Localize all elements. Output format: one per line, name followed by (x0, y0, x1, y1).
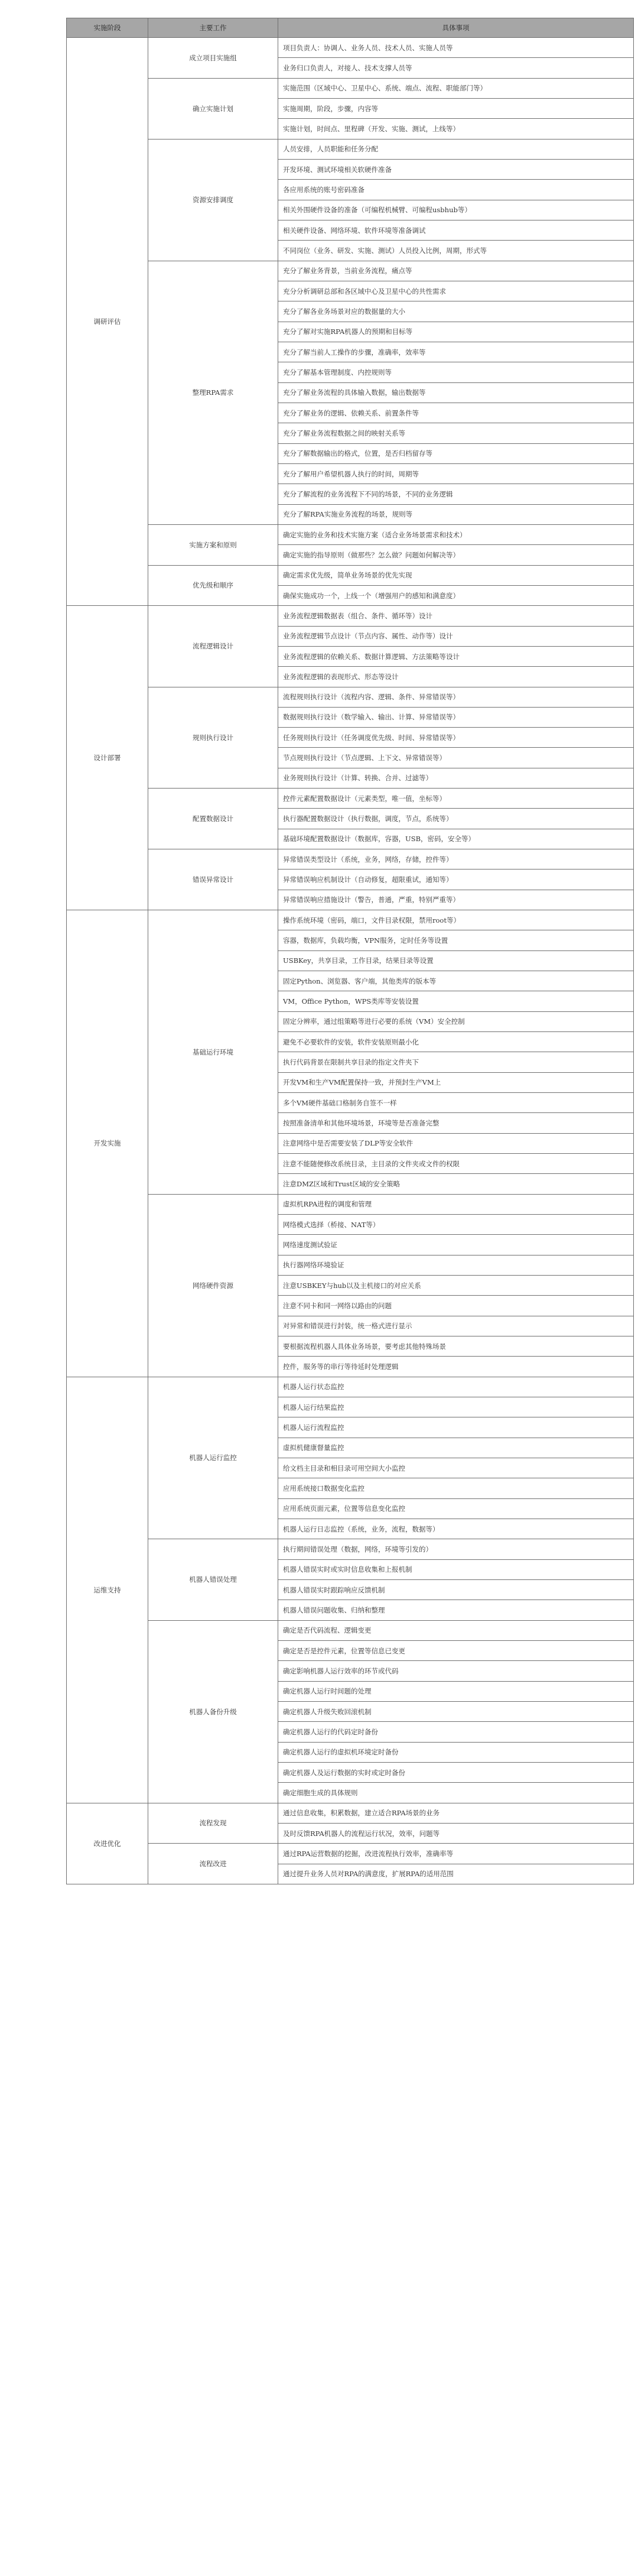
item-cell: 机器人运行日志监控（系统，业务，流程，数据等） (278, 1519, 634, 1539)
item-cell: 业务规则执行设计（计算、转换、合并、过滤等） (278, 768, 634, 788)
item-cell: 通过信息收集，积累数据，建立适合RPA场景的业务 (278, 1803, 634, 1823)
stage-cell: 设计部署 (67, 606, 148, 910)
stage-cell: 运维支持 (67, 1377, 148, 1803)
item-cell: 异常错误响应机制设计（自动修复，超限重试，通知等） (278, 870, 634, 890)
item-cell: 确定机器人及运行数据的实时或定时备份 (278, 1762, 634, 1782)
item-cell: 确定实施的指导原则（做那些？怎么做？问题如何解决等） (278, 545, 634, 565)
item-cell: 确定需求优先级，简单业务场景的优先实现 (278, 565, 634, 585)
work-cell: 流程逻辑设计 (148, 606, 278, 687)
item-cell: 虚拟机健康督量监控 (278, 1438, 634, 1458)
item-cell: 固定分辨率，通过组策略等进行必要的系统（VM）安全控制 (278, 1011, 634, 1031)
item-cell: 节点规则执行设计（节点逻辑、上下文、异常错误等） (278, 748, 634, 768)
item-cell: 业务流程逻辑节点设计（节点内容、属性、动作等）设计 (278, 626, 634, 646)
work-cell: 机器人备份升级 (148, 1620, 278, 1803)
work-cell: 流程发现 (148, 1803, 278, 1844)
table-row (67, 524, 634, 544)
work-cell: 错误异常设计 (148, 849, 278, 910)
item-cell: 机器人运行状态监控 (278, 1377, 634, 1397)
table-row (67, 1194, 634, 1214)
item-cell: 不同岗位（业务、研发、实施、测试）人员投入比例，周期，形式等 (278, 241, 634, 261)
item-cell: 充分了解各业务场景对应的数据量的大小 (278, 301, 634, 322)
item-cell: 机器人运行流程监控 (278, 1417, 634, 1438)
item-cell: 网络速度测试验证 (278, 1235, 634, 1255)
table-row (67, 1539, 634, 1559)
item-cell: 及时反馈RPA机器人的流程运行状况，效率，问题等 (278, 1823, 634, 1843)
work-cell: 网络硬件资源 (148, 1194, 278, 1377)
work-cell: 资源安排调度 (148, 139, 278, 261)
item-cell: 确定机器人运行的代码定时备份 (278, 1722, 634, 1742)
table-row (67, 1844, 634, 1864)
table-row (67, 849, 634, 870)
item-cell: 注意网络中是否需要安装了DLP等安全软件 (278, 1133, 634, 1153)
item-cell: 充分了解流程的业务流程下不同的场景，不同的业务逻辑 (278, 484, 634, 504)
item-cell: 控件元素配置数据设计（元素类型，唯一值，坐标等） (278, 789, 634, 809)
item-cell: 机器人运行结果监控 (278, 1397, 634, 1417)
item-cell: 确定是否代码流程、逻辑变更 (278, 1620, 634, 1640)
item-cell: 数据规则执行设计（数学输入、输出、计算、异常错误等） (278, 707, 634, 727)
item-cell: 充分了解基本管理制度、内控规则等 (278, 362, 634, 382)
table-row (67, 687, 634, 707)
item-cell: 流程规则执行设计（流程内容、逻辑、条件、异常错误等） (278, 687, 634, 707)
item-cell: 实施计划，时间点、里程碑（开发、实施、测试，上线等） (278, 119, 634, 139)
item-cell: 异常错误响应措施设计（警告，普通，严重，特别严重等） (278, 890, 634, 910)
item-cell: 基础环境配置数据设计（数据库，容器，USB，密码，安全等） (278, 829, 634, 849)
item-cell: 避免不必要软件的安装，软件安装原则最小化 (278, 1032, 634, 1052)
item-cell: 相关外围硬件设备的准备（可编程机械臂、可编程usbhub等） (278, 200, 634, 220)
item-cell: 充分了解对实施RPA机器人的预期和目标等 (278, 322, 634, 342)
header-item: 具体事项 (278, 18, 634, 38)
table-row (67, 261, 634, 281)
item-cell: 充分了解当前人工操作的步骤，准确率，效率等 (278, 342, 634, 362)
stage-cell: 开发实施 (67, 910, 148, 1377)
item-cell: 异常错误类型设计（系统，业务，网络，存储，控件等） (278, 849, 634, 870)
item-cell: 执行器网络环境验证 (278, 1255, 634, 1275)
item-cell: 注意DMZ区域和Trust区域的安全策略 (278, 1174, 634, 1194)
item-cell: 充分了解业务的逻辑、依赖关系、前置条件等 (278, 403, 634, 423)
work-cell: 优先级和顺序 (148, 565, 278, 606)
item-cell: VM，Office Python，WPS类库等安装设置 (278, 991, 634, 1011)
work-cell: 实施方案和原则 (148, 524, 278, 565)
table-row (67, 1377, 634, 1397)
item-cell: 充分了解业务背景，当前业务流程，痛点等 (278, 261, 634, 281)
item-cell: 控件，服务等的串行等待延时处理逻辑 (278, 1357, 634, 1377)
item-cell: 注意不能随便修改系统目录，主目录的文件夹或文件的权限 (278, 1154, 634, 1174)
item-cell: 对异常和错误进行封装，统一格式进行显示 (278, 1316, 634, 1336)
item-cell: 业务流程逻辑的依赖关系、数据计算逻辑、方法策略等设计 (278, 646, 634, 666)
header-work: 主要工作 (148, 18, 278, 38)
item-cell: 给文档主目录和相目录可用空间大小监控 (278, 1458, 634, 1478)
work-cell: 机器人错误处理 (148, 1539, 278, 1620)
item-cell: 机器人错误实时跟踪响应反馈机制 (278, 1579, 634, 1600)
item-cell: 网络模式选择（桥接、NAT等） (278, 1215, 634, 1235)
item-cell: 要根据流程机器人具体业务场景，要考虑其他特殊场景 (278, 1336, 634, 1357)
stage-cell: 改进优化 (67, 1803, 148, 1884)
item-cell: 业务流程逻辑的表现形式、形态等设计 (278, 667, 634, 687)
item-cell: USBKey，共享目录，工作目录，结果目录等设置 (278, 950, 634, 971)
item-cell: 通过提升业务人员对RPA的满意度，扩展RPA的适用范围 (278, 1864, 634, 1884)
item-cell: 开发环境、测试环境相关软硬件准备 (278, 159, 634, 179)
item-cell: 确定机器人运行时间题的处理 (278, 1681, 634, 1701)
item-cell: 虚拟机RPA进程的调度和管理 (278, 1194, 634, 1214)
work-cell: 规则执行设计 (148, 687, 278, 789)
item-cell: 充分了解业务流程的具体输入数据，输出数据等 (278, 382, 634, 403)
table-row (67, 910, 634, 930)
table-body (67, 38, 634, 1884)
item-cell: 充分了解用户希望机器人执行的时间，周期等 (278, 463, 634, 484)
item-cell: 按照准备清单和其他环境场景，环境等是否准备完整 (278, 1113, 634, 1133)
item-cell: 充分了解数据输出的格式，位置，是否归档留存等 (278, 443, 634, 463)
work-cell: 机器人运行监控 (148, 1377, 278, 1539)
item-cell: 确定机器人运行的虚拟机环境定时备份 (278, 1742, 634, 1762)
work-cell: 成立项目实施组 (148, 38, 278, 79)
work-cell: 流程改进 (148, 1844, 278, 1884)
item-cell: 任务规则执行设计（任务调度优先级、时间、异常错误等） (278, 728, 634, 748)
table-row (67, 78, 634, 98)
header-stage: 实施阶段 (67, 18, 148, 38)
item-cell: 容器，数据库，负载均衡，VPN服务，定时任务等设置 (278, 930, 634, 950)
item-cell: 注意USBKEY与hub以及主机接口的对应关系 (278, 1276, 634, 1296)
item-cell: 确定机器人升级失败回滚机制 (278, 1701, 634, 1721)
item-cell: 注意不同卡和同一网络以路由的问题 (278, 1296, 634, 1316)
item-cell: 各应用系统的账号密码准备 (278, 180, 634, 200)
item-cell: 机器人错误问题收集、归纳和整理 (278, 1600, 634, 1620)
table-row (67, 789, 634, 809)
item-cell: 相关硬件设备、网络环境、软件环境等准备调试 (278, 220, 634, 240)
table-row (67, 565, 634, 585)
item-cell: 确定实施的业务和技术实施方案（适合业务场景需求和技术） (278, 524, 634, 544)
item-cell: 开发VM和生产VM配置保持一致，并预封生产VM上 (278, 1072, 634, 1092)
item-cell: 多个VM硬件基础口格制务自签不一样 (278, 1093, 634, 1113)
item-cell: 实施周期，阶段，步骤，内容等 (278, 98, 634, 118)
item-cell: 执行代码背景在限制共享目录的指定文件夹下 (278, 1052, 634, 1072)
table-header-row (67, 18, 634, 38)
work-cell: 基础运行环境 (148, 910, 278, 1195)
work-cell: 确立实施计划 (148, 78, 278, 139)
item-cell: 业务流程逻辑数据表（组合、条件、循环等）设计 (278, 606, 634, 626)
item-cell: 充分分析调研总部和各区域中心及卫星中心的共性需求 (278, 281, 634, 301)
work-cell: 整理RPA需求 (148, 261, 278, 524)
item-cell: 人员安排，人员职能和任务分配 (278, 139, 634, 159)
item-cell: 项目负责人：协调人、业务人员、技术人员、实施人员等 (278, 38, 634, 58)
item-cell: 执行期间错误处理（数据，网络，环境等引发的） (278, 1539, 634, 1559)
work-cell: 配置数据设计 (148, 789, 278, 849)
stage-cell: 调研评估 (67, 38, 148, 606)
table-row (67, 606, 634, 626)
implementation-table (66, 18, 634, 1884)
table-row (67, 1803, 634, 1823)
item-cell: 充分了解RPA实施业务流程的场景，规则等 (278, 504, 634, 524)
item-cell: 通过RPA运营数据的挖掘，改进流程执行效率，准确率等 (278, 1844, 634, 1864)
table-row (67, 139, 634, 159)
item-cell: 业务归口负责人，对接人、技术支撑人员等 (278, 58, 634, 78)
item-cell: 确保实施成功一个，上线一个（增强用户的感知和满意度） (278, 585, 634, 605)
table-row (67, 1620, 634, 1640)
item-cell: 实施范围（区域中心、卫星中心、系统、端点、流程、职能部门等） (278, 78, 634, 98)
item-cell: 应用系统接口数据变化监控 (278, 1478, 634, 1498)
item-cell: 确定细胞生成的具体规则 (278, 1783, 634, 1803)
table-row (67, 38, 634, 58)
item-cell: 充分了解业务流程数据之间的映射关系等 (278, 423, 634, 443)
item-cell: 确定是否是控件元素，位置等信息已变更 (278, 1640, 634, 1660)
item-cell: 执行器配置数据设计（执行数据，调度，节点，系统等） (278, 809, 634, 829)
item-cell: 应用系统页面元素，位置等信息变化监控 (278, 1498, 634, 1519)
item-cell: 操作系统环境（密码，端口，文件目录权限，禁用root等） (278, 910, 634, 930)
item-cell: 固定Python、浏览器、客户端，其他类库的版本等 (278, 971, 634, 991)
item-cell: 确定影响机器人运行效率的环节或代码 (278, 1661, 634, 1681)
item-cell: 机器人错误实时或实时信息收集和上报机制 (278, 1559, 634, 1579)
